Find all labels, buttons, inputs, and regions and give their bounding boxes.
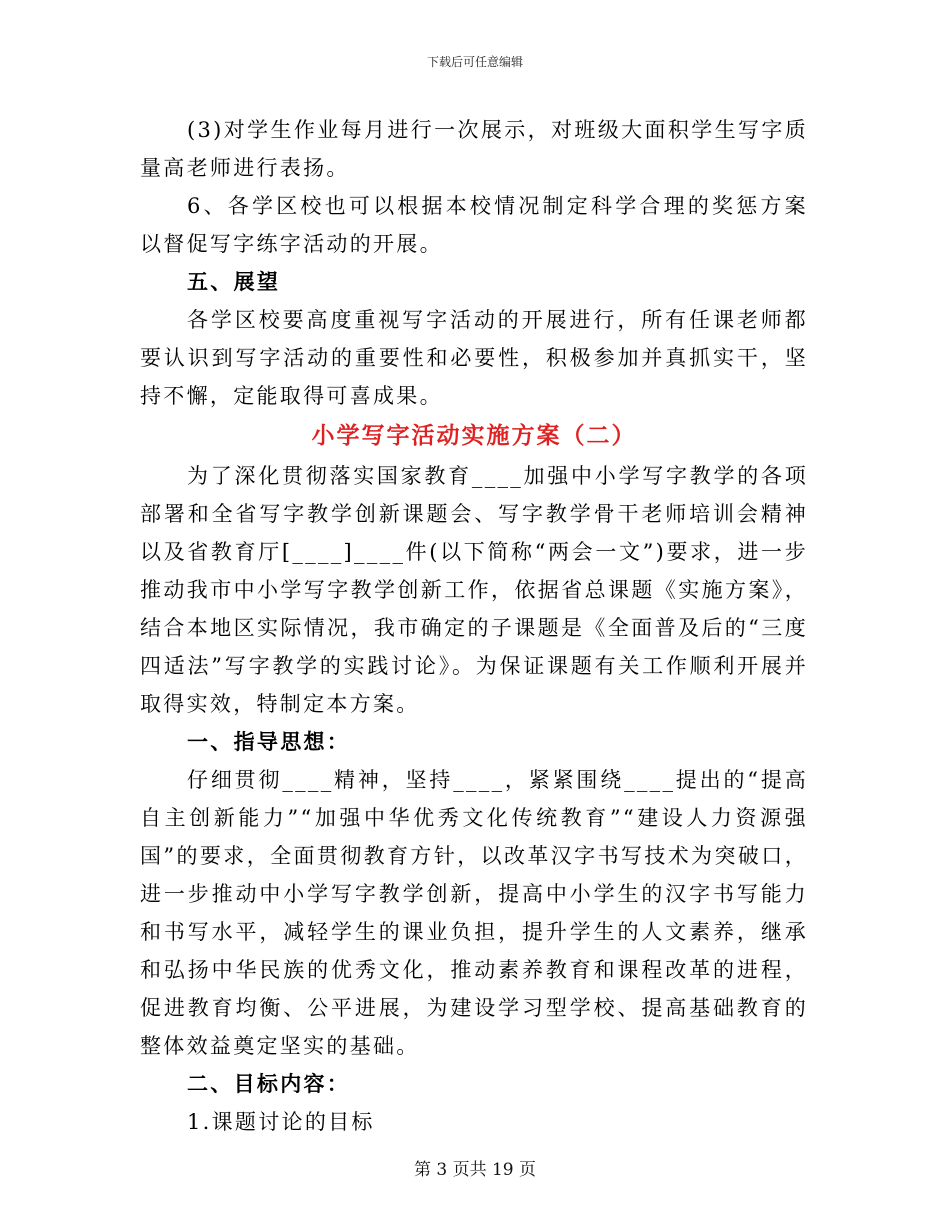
paragraph-reward-scheme: 6、各学区校也可以根据本校情况制定科学合理的奖惩方案以督促写字练字活动的开展。 — [140, 194, 808, 256]
header-note: 下载后可任意编辑 — [426, 55, 523, 69]
paragraph-introduction: 为了深化贯彻落实国家教育____加强中小学写字教学的各项部署和全省写字教学创新课题会、写字教学骨干老师培训会精神以及省教育厅[____]____件(以下简称“两会一文”)要求，进一步推动我市中小学写字教学创新工作，依据省总课题《实施方案》，结合本地区实际情况，我市确定的子课题是《全面普及后的“三度四适法”写字教学的实践讨论》。为保证课题有关工作顺利开展并取得实效，特制定本方案。 — [140, 464, 808, 716]
paragraph-research-goal: 1.课题讨论的目标 — [187, 1110, 375, 1134]
paragraph-student-work-display: (3)对学生作业每月进行一次展示，对班级大面积学生写字质量高老师进行表扬。 — [140, 118, 808, 180]
page-number: 第 3 页共 19 页 — [413, 1160, 537, 1180]
document-body — [140, 111, 808, 1141]
paragraph-outlook: 各学区校要高度重视写字活动的开展进行，所有任课老师都要认识到写字活动的重要性和必要性，积极参加并真抓实干，坚持不懈，定能取得可喜成果。 — [140, 308, 808, 408]
section-title: 小学写字活动实施方案（二） — [311, 423, 637, 449]
heading-goals-content: 二、目标内容： — [187, 1071, 351, 1096]
heading-outlook: 五、展望 — [187, 269, 281, 294]
heading-guiding-ideology: 一、指导思想： — [187, 729, 351, 754]
paragraph-guiding-ideology: 仔细贯彻____精神，坚持____，紧紧围绕____提出的“提高自主创新能力”“加强中华优秀文化传统教育”“建设人力资源强国”的要求，全面贯彻教育方针，以改革汉字书写技术为突破口，进一步推动中小学写字教学创新，提高中小学生的汉字书写能力和书写水平，减轻学生的课业负担，提升学生的人文素养，继承和弘扬中华民族的优秀文化，推动素养教育和课程改革的进程，促进教育均衡、公平进展，为建设学习型学校、提高基础教育的整体效益奠定坚实的基础。 — [140, 768, 808, 1058]
